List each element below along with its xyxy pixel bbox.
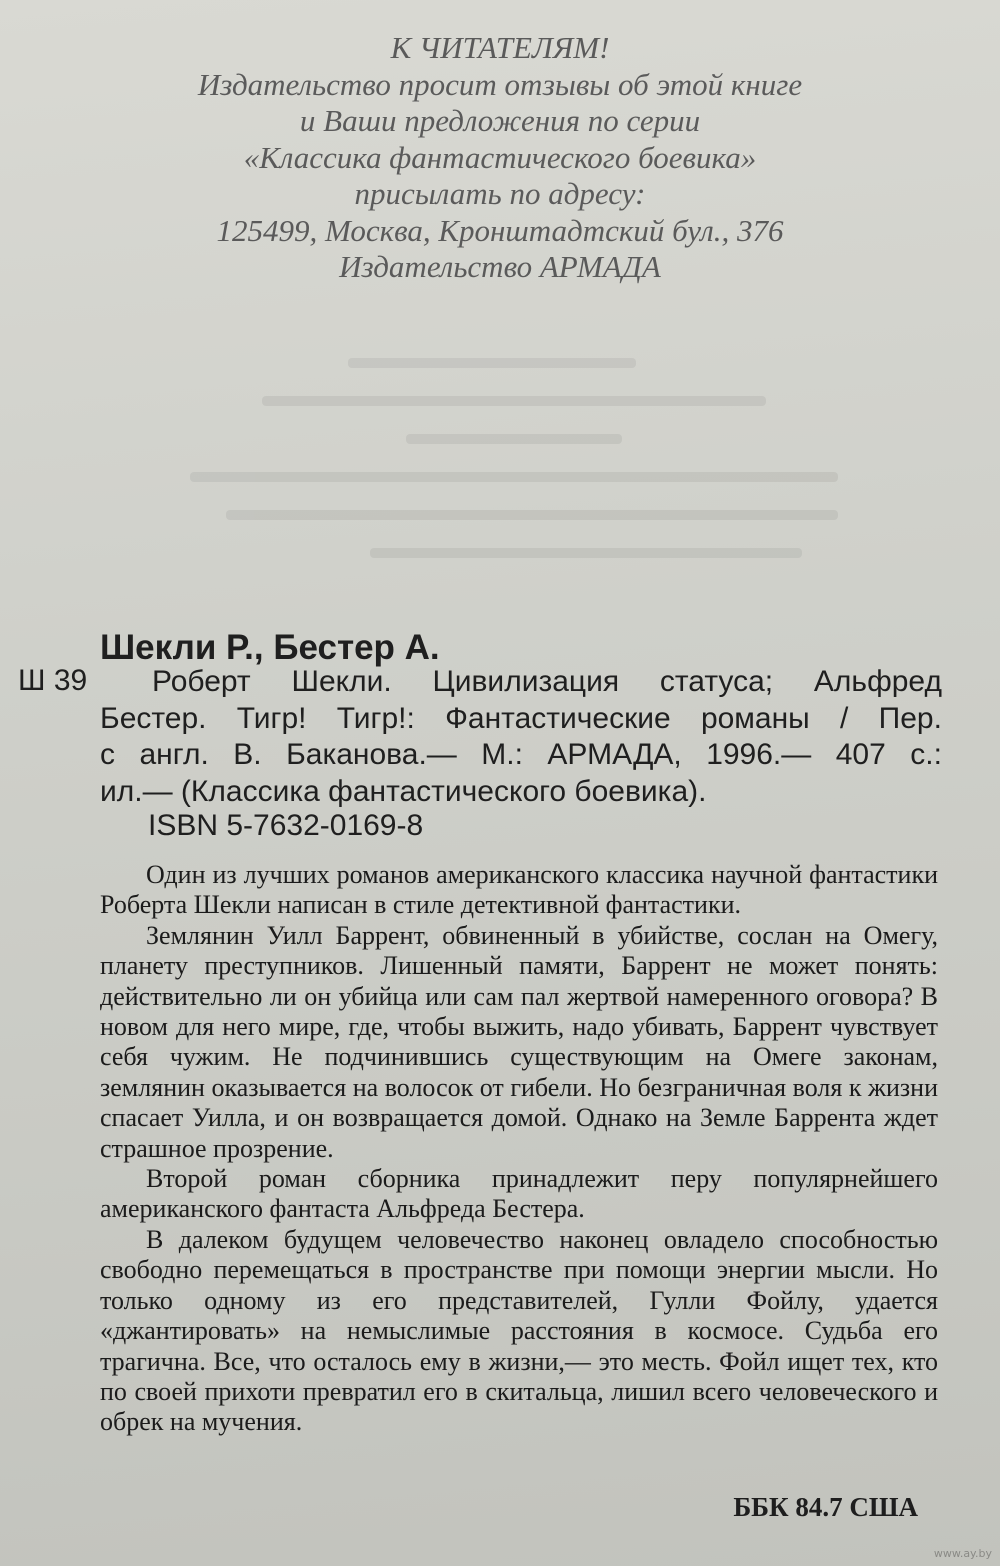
entry-word: с.:	[910, 738, 942, 771]
entry-word: Тигр!	[236, 701, 307, 735]
annotation-paragraph: Землянин Уилл Баррент, обвиненный в убийстве, сослан на Омегу, планету преступников. Лишенный памяти, Баррент не может понять: действительно ли он убийца или сам пал жертвой намеренного оговора? В новом для него мире, где, чтобы выжить, надо убивать, Баррент чувствует себя чужим. Не подчинившись существующим на Омеге законам, землянин оказывается на волосок от гибели. Но безграничная воля к жизни спасает Уилла, и он возвращается домой. Однако на Земле Баррента ждет страшное прозрение.	[100, 920, 938, 1163]
entry-word: /	[840, 701, 849, 735]
entry-word: Роберт	[152, 665, 251, 698]
entry-word: В.	[233, 738, 262, 771]
catalog-entry	[100, 664, 942, 810]
catalog-author: Шекли Р., Бестер А.	[100, 628, 440, 667]
entry-line	[100, 701, 942, 738]
annotation-paragraph: Один из лучших романов американского классика научной фантастики Роберта Шекли написан в стиле детективной фантастики.	[100, 860, 938, 920]
entry-series: ил.— (Классика фантастического боевика).	[100, 774, 707, 808]
entry-word: Тигр!:	[336, 701, 415, 735]
entry-word: романы	[700, 701, 810, 735]
entry-word: Бестер.	[100, 701, 207, 735]
entry-word: Альфред	[813, 665, 942, 698]
entry-line	[100, 774, 942, 811]
entry-word: 407	[835, 738, 886, 771]
entry-word: Фантастические	[445, 701, 671, 735]
catalog-code: Ш 39	[18, 664, 88, 697]
entry-line	[100, 737, 942, 774]
entry-word: Пер.	[878, 701, 942, 735]
entry-word: 1996.—	[706, 738, 812, 771]
entry-word: англ.	[139, 738, 209, 771]
notice-line: и Ваши предложения по серии	[299, 103, 701, 138]
entry-word: статуса;	[659, 665, 774, 698]
entry-word: Шекли.	[291, 665, 392, 698]
annotation-paragraph: Второй роман сборника принадлежит перу популярнейшего американского фантаста Альфреда Бестера.	[100, 1164, 938, 1224]
notice-address: 125499, Москва, Кронштадтский бул., 376	[216, 212, 784, 248]
entry-word: М.:	[481, 738, 523, 771]
entry-word: Баканова.—	[286, 738, 457, 771]
reader-notice	[0, 30, 1000, 286]
watermark: www.ay.by	[933, 1547, 992, 1560]
notice-publisher: Издательство АРМАДА	[339, 249, 661, 284]
entry-line	[100, 664, 942, 701]
isbn: ISBN 5-7632-0169-8	[148, 809, 424, 842]
notice-heading: К ЧИТАТЕЛЯМ!	[390, 30, 610, 65]
bleed-through-shadow	[190, 330, 910, 630]
annotation	[100, 860, 938, 1438]
entry-word: АРМАДА,	[547, 738, 682, 771]
notice-line: Издательство просит отзывы об этой книге	[197, 66, 803, 102]
bbk-code: ББК 84.7 США	[733, 1492, 918, 1522]
annotation-paragraph: В далеком будущем человечество наконец овладело способностью свободно перемещаться в пространстве при помощи энергии мысли. Но только одному из его представителей, Гулли Фойлу, удается «джантировать» на немыслимые расстояния в космосе. Судьба его трагична. Все, что осталось ему в жизни,— это месть. Фойл ищет тех, кто по своей прихоти превратил его в скитальца, лишил всего человеческого и обрек на мучения.	[100, 1224, 938, 1437]
entry-word: с	[100, 738, 115, 771]
entry-word: Цивилизация	[432, 665, 620, 698]
notice-line: «Классика фантастического боевика»	[243, 139, 757, 175]
notice-line: присылать по адресу:	[354, 176, 646, 211]
